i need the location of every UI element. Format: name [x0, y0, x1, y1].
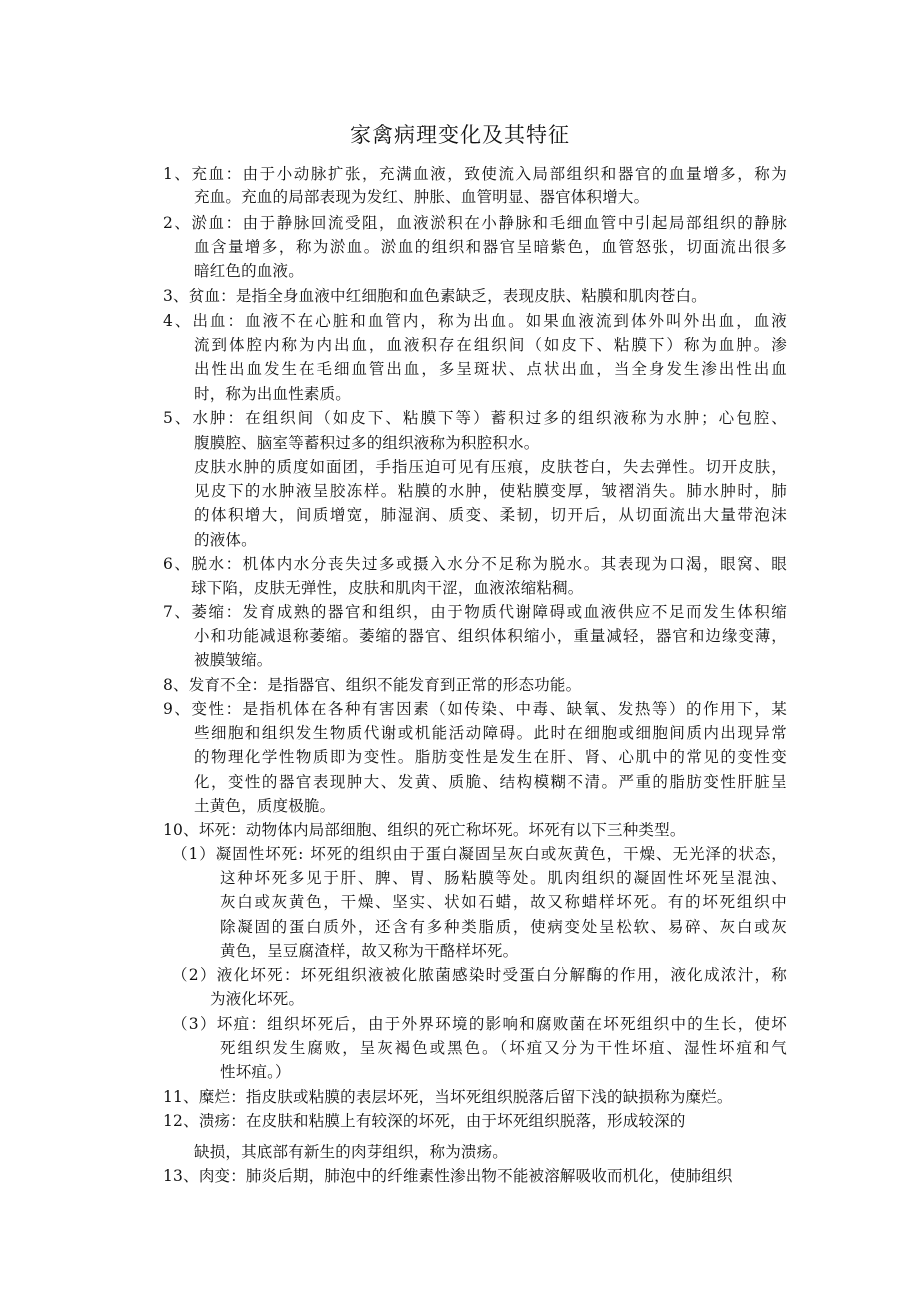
list-item-line: 7、萎缩：发育成熟的器官和组织，由于物质代谢障碍或血液供应不足而发生体积缩	[163, 603, 789, 621]
list-item-continuation: 充血。充血的局部表现为发红、肿胀、血管明显、器官体积增大。	[194, 188, 650, 206]
list-item-continuation: 土黄色，质度极脆。	[194, 796, 336, 815]
list-item-line: （1）凝固性坏死: 坏死的组织由于蛋白凝固呈灰白或灰黄色，干燥、无光泽的状态，	[172, 845, 788, 863]
list-item-line: 11、糜烂：指皮肤或粘膜的表层坏死，当坏死组织脱落后留下浅的缺损称为糜烂。	[163, 1088, 733, 1106]
list-item-continuation: 除凝固的蛋白质外，还含有多种类脂质，使病变处呈松软、易碎、灰白或灰	[220, 917, 789, 936]
list-item-continuation: 缺损，其底部有新生的肉芽组织，称为溃疡。	[194, 1143, 509, 1161]
list-item-line: 5、水肿：在组织间（如皮下、粘膜下等）蓄积过多的组织液称为水肿；心包腔、	[163, 409, 789, 427]
list-item-line: 13、肉变：肺炎后期，肺泡中的纤维素性渗出物不能被溶解吸收而机化，使肺组织	[163, 1167, 733, 1185]
list-item-continuation: 球下陷，皮肤无弹性，皮肤和肌肉干涩，血液浓缩粘稠。	[191, 579, 584, 598]
list-item-line: 4、出血：血液不在心脏和血管内，称为出血。如果血液流到体外叫外出血，血液	[163, 312, 789, 330]
list-item-line: 12、溃疡：在皮肤和粘膜上有较深的坏死，由于坏死组织脱落，形成较深的	[163, 1112, 686, 1130]
list-item-continuation: 时，称为出血性素质。	[194, 384, 352, 403]
list-item-continuation: 暗红色的血液。	[194, 262, 304, 280]
list-item-continuation: 腹膜腔、脑室等蓄积过多的组织液称为积腔积水。	[194, 434, 540, 452]
list-item-line: 10、坏死：动物体内局部细胞、组织的死亡称坏死。坏死有以下三种类型。	[163, 821, 686, 839]
list-item-continuation: 出性出血发生在毛细血管出血，多呈斑状、点状出血，当全身发生渗出性出血	[194, 360, 789, 379]
list-item-continuation: 的液体。	[194, 531, 257, 549]
list-item-line: （2）液化坏死：坏死组织液被化脓菌感染时受蛋白分解酶的作用，液化成浓汁，称	[172, 966, 789, 984]
list-item-line: 1、充血：由于小动脉扩张，充满血液，致使流入局部组织和器官的血量增多，称为	[163, 165, 789, 183]
list-item-continuation: 这种坏死多见于肝、脾、胃、肠粘膜等处。肌肉组织的凝固性坏死呈混浊、	[220, 869, 789, 888]
list-item-line: 3、贫血：是指全身血液中红细胞和血色素缺乏，表现皮肤、粘膜和肌肉苍白。	[163, 287, 707, 305]
list-item-continuation: 为液化坏死。	[210, 990, 305, 1009]
list-item-continuation: 的物理化学性物质即为变性。脂肪变性是发生在肝、肾、心肌中的常见的变性变	[194, 748, 789, 767]
list-item-continuation: 皮肤水肿的质度如面团，手指压迫可见有压痕，皮肤苍白，失去弹性。切开皮肤，	[194, 458, 788, 476]
list-item-line: 9、变性：是指机体在各种有害因素（如传染、中毒、缺氧、发热等）的作用下，某	[163, 700, 789, 718]
list-item-line: 2、淤血：由于静脉回流受阻，血液淤积在小静脉和毛细血管中引起局部组织的静脉	[163, 214, 789, 232]
list-item-continuation: 流到体腔内称为内出血，血液积存在组织间（如皮下、粘膜下）称为血肿。渗	[194, 336, 789, 355]
list-item-continuation: 见皮下的水肿液呈胶冻样。粘膜的水肿，使粘膜变厚，皱褶消失。肺水肿时，肺	[194, 482, 789, 500]
list-item-line: 8、发育不全：是指器官、组织不能发育到正常的形态功能。	[163, 676, 582, 694]
list-item-line: 6、脱水：机体内水分丧失过多或摄入水分不足称为脱水。其表现为口渴，眼窝、眼	[163, 555, 789, 573]
list-item-continuation: 血含量增多，称为淤血。淤血的组织和器官呈暗紫色，血管怒张，切面流出很多	[194, 238, 789, 256]
list-item-continuation: 黄色，呈豆腐渣样，故又称为干酪样坏死。	[220, 941, 519, 960]
list-item-continuation: 些细胞和组织发生物质代谢或机能活动障碍。此时在细胞或细胞间质内出现异常	[194, 724, 789, 743]
list-item-line: （3）坏疽：组织坏死后，由于外界环境的影响和腐败菌在坏死组织中的生长，使坏	[172, 1015, 789, 1033]
list-item-continuation: 灰白或灰黄色，干燥、坚实、状如石蜡，故又称蜡样坏死。有的坏死组织中	[220, 893, 789, 912]
list-item-continuation: 被膜皱缩。	[194, 651, 273, 670]
list-item-continuation: 性坏疽。）	[220, 1063, 291, 1082]
list-item-continuation: 死组织发生腐败，呈灰褐色或黑色。（坏疽又分为干性坏疽、湿性坏疽和气	[220, 1039, 789, 1058]
page-title: 家禽病理变化及其特征	[350, 123, 570, 147]
list-item-continuation: 的体积增大，间质增宽，肺湿润、质变、柔韧，切开后，从切面流出大量带泡沫	[194, 506, 789, 524]
list-item-continuation: 化，变性的器官表现肿大、发黄、质脆、结构模糊不清。严重的脂肪变性肝脏呈	[194, 772, 789, 791]
list-item-continuation: 小和功能减退称萎缩。萎缩的器官、组织体积缩小，重量减轻，器官和边缘变薄，	[194, 627, 788, 646]
